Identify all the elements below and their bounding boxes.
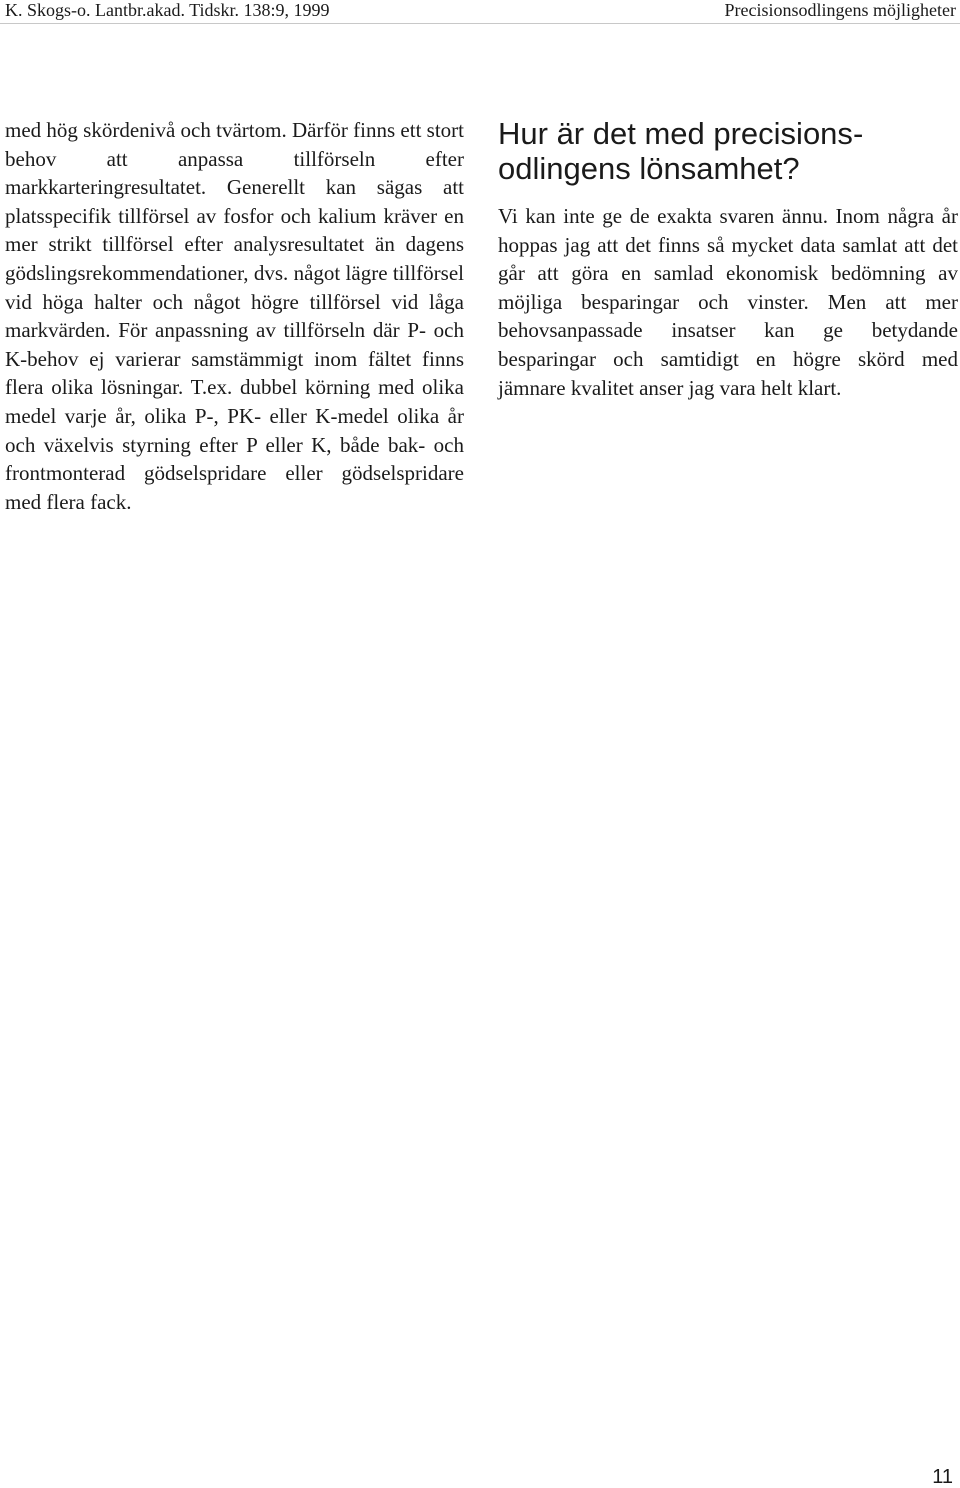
running-head: [0, 0, 960, 22]
right-column: [498, 202, 958, 402]
section-heading: Hur är det med precisionsodlingens lönsamhet?: [498, 116, 864, 186]
body-paragraph-right: Vi kan inte ge de exakta svaren ännu. Inom några år hoppas jag att det finns så mycket data samlat att det går att göra en samlad ekonomisk bedömning av möjliga besparingar och vinster. Men att mer behovsanpassade insatser kan ge betydande besparingar och samtidigt en högre skörd med jämnare kvalitet anser jag vara helt klart.: [498, 204, 958, 400]
page-number: 11: [932, 1466, 953, 1488]
left-column: [5, 116, 464, 516]
body-paragraph-left: med hög skördenivå och tvärtom. Därför finns ett stort behov att anpassa tillförseln efter markkarteringresultatet. Generellt kan sägas att platsspecifik tillförsel av fosfor och kalium kräver en mer strikt tillförsel efter analysresultatet än dagens gödslingsrekommendationer, dvs. något lägre tillförsel vid höga halter och något högre tillförsel vid låga markvärden. För anpassning av tillförseln där P- och K-behov ej varierar samstämmigt inom fältet finns flera olika lösningar. T.ex. dubbel körning med olika medel varje år, olika P-, PK- eller K-medel olika år och växelvis styrning efter P eller K, både bak- och frontmonterad gödselspridare eller gödselspridare med flera fack.: [5, 118, 464, 514]
journal-citation: K. Skogs-o. Lantbr.akad. Tidskr. 138:9, 1999: [5, 0, 330, 20]
header-divider: [0, 23, 960, 24]
section-title: Precisionsodlingens möjligheter: [724, 0, 956, 20]
